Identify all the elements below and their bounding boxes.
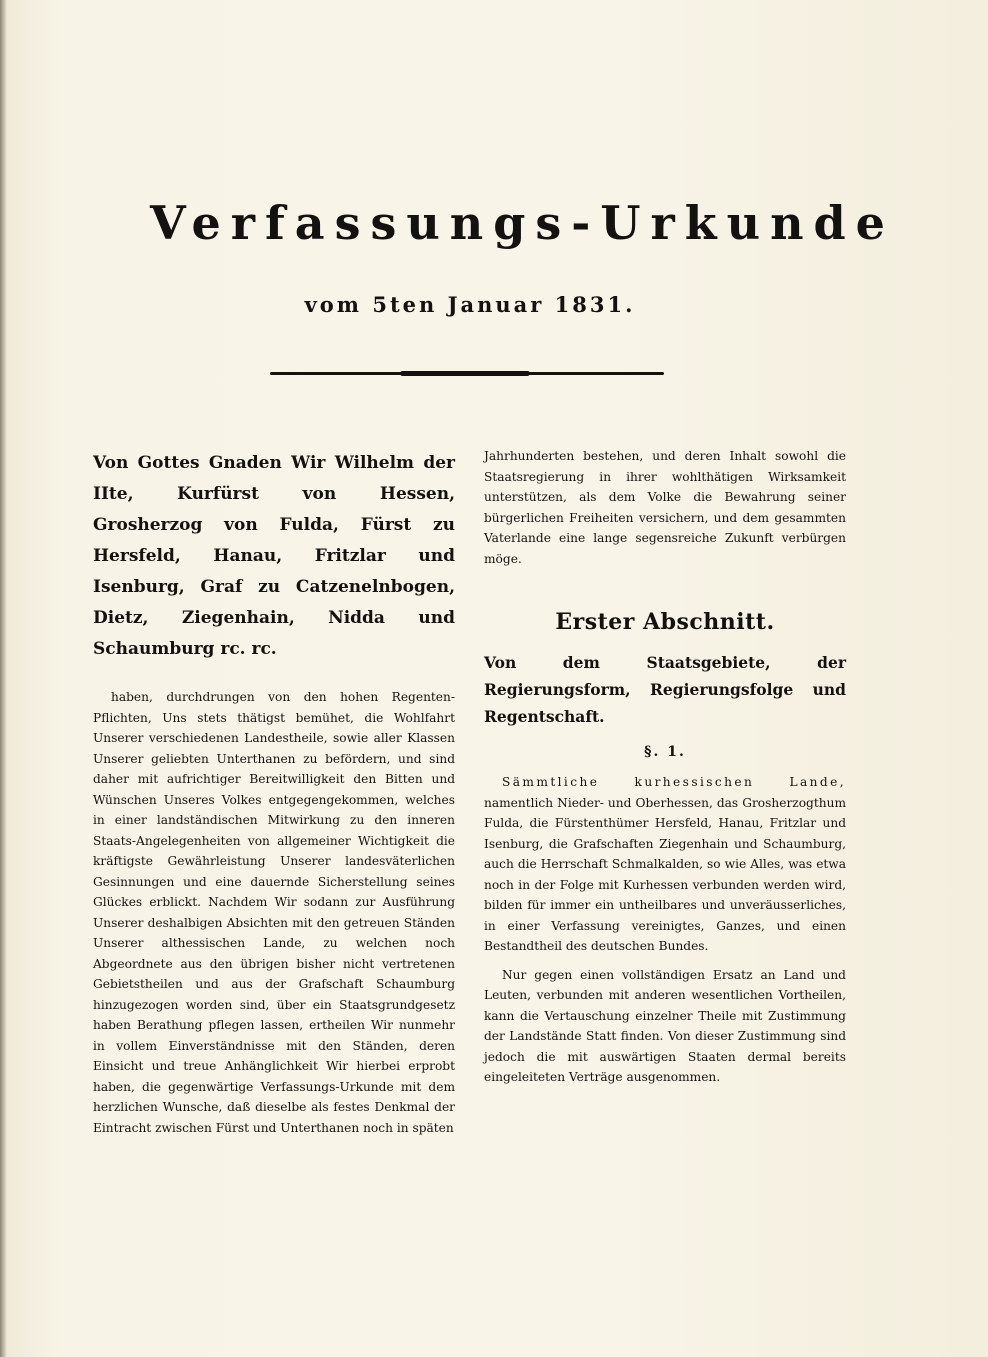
document-date: vom 5ten Januar 1831. — [304, 292, 636, 317]
preamble-paragraph — [93, 687, 455, 1138]
title-rule-divider — [270, 372, 664, 375]
article-1-text: namentlich Nieder- und Oberhessen, das Grosherzogthum Fulda, die Fürstenthümer Hersfeld, Hanau, Fritzlar und Isenburg, die Grafschaften Ziegenhain und Schaumburg, auch die Herrschaft Schmalkalden, so wie Alles, was etwa noch in der Folge mit Kurhessen verbunden werden wird, bilden für immer ein untheilbares und unveräusserliches, in einer Verfassung vereinigtes, Ganzes, und einen Bestandtheil des deutschen Bundes. — [484, 795, 846, 953]
preamble-continuation: Jahrhunderten bestehen, und deren Inhalt sowohl die Staatsregierung in ihrer wohlthätigen Wirksamkeit unterstützen, als dem Volke die Bewahrung seiner bürgerlichen Freiheiten versichern, und dem gesammten Vaterlande eine lange segensreiche Zukunft verbürgen möge. — [484, 449, 846, 566]
section-subtitle: Von dem Staatsgebiete, der Regierungsform, Regierungsfolge und Regentschaft. — [484, 653, 846, 726]
section-title: Erster Abschnitt. — [555, 609, 775, 635]
ruler-title-heading: Von Gottes Gnaden Wir Wilhelm der IIte, Kurfürst von Hessen, Grosherzog von Fulda, Fürst zu Hersfeld, Hanau, Fritzlar und Isenburg, Graf zu Catzenelnbogen, Dietz, Ziegenhain, Nidda und Schaumburg rc. rc. — [93, 453, 455, 659]
article-1-lead: Sämmtliche kurhessischen Lande, — [502, 775, 846, 789]
article-1-paragraph-1 — [484, 772, 846, 957]
preamble-text: haben, durchdrungen von den hohen Regenten-Pflichten, Uns stets thätigst bemühet, die Wohlfahrt Unserer verschiedenen Landestheile, sowie aller Klassen Unserer geliebten Unterthanen zu befördern, und sind daher mit aufrichtiger Bereitwilligkeit den Bitten und Wünschen Unseres Volkes entgegengekommen, welches in einer landständischen Mitwirkung zu den inneren Staats-Angelegenheiten von allgemeiner Wichtigkeit die kräftigste Gewährleistung Unserer landesväterlichen Gesinnungen und eine dauernde Sicherstellung seines Glückes erblickt. Nachdem Wir sodann zur Ausführung Unserer deshalbigen Absichten mit den getreuen Ständen Unserer althessischen Lande, zu welchen noch Abgeordnete aus den übrigen bisher nicht vertretenen Gebietstheilen und aus der Grafschaft Schaumburg hinzugezogen worden sind, über ein Staatsgrundgesetz haben Berathung pflegen lassen, ertheilen Wir nunmehr in vollem Einverständnisse mit den Ständen, deren Einsicht und treue Anhänglichkeit Wir hierbei erprobt haben, die gegenwärtige Verfassungs-Urkunde mit dem herzlichen Wunsche, daß dieselbe als festes Denkmal der Eintracht zwischen Fürst und Unterthanen noch in späten — [93, 690, 455, 1135]
page-binding-edge — [0, 0, 7, 1357]
paragraph-number: §. 1. — [644, 744, 686, 760]
left-column — [93, 448, 455, 1138]
article-1-text-2: Nur gegen einen vollständigen Ersatz an Land und Leuten, verbunden mit anderen wesentlichen Vortheilen, kann die Vertauschung einzelner Theile mit Zustimmung der Landstände Statt finden. Von dieser Zustimmung sind jedoch die mit auswärtigen Staaten dermal bereits eingeleiteten Verträge ausgenommen. — [484, 967, 846, 1084]
right-column — [484, 446, 846, 1088]
document-title: Verfassungs-Urkunde — [150, 196, 895, 250]
article-1-paragraph-2 — [484, 965, 846, 1088]
